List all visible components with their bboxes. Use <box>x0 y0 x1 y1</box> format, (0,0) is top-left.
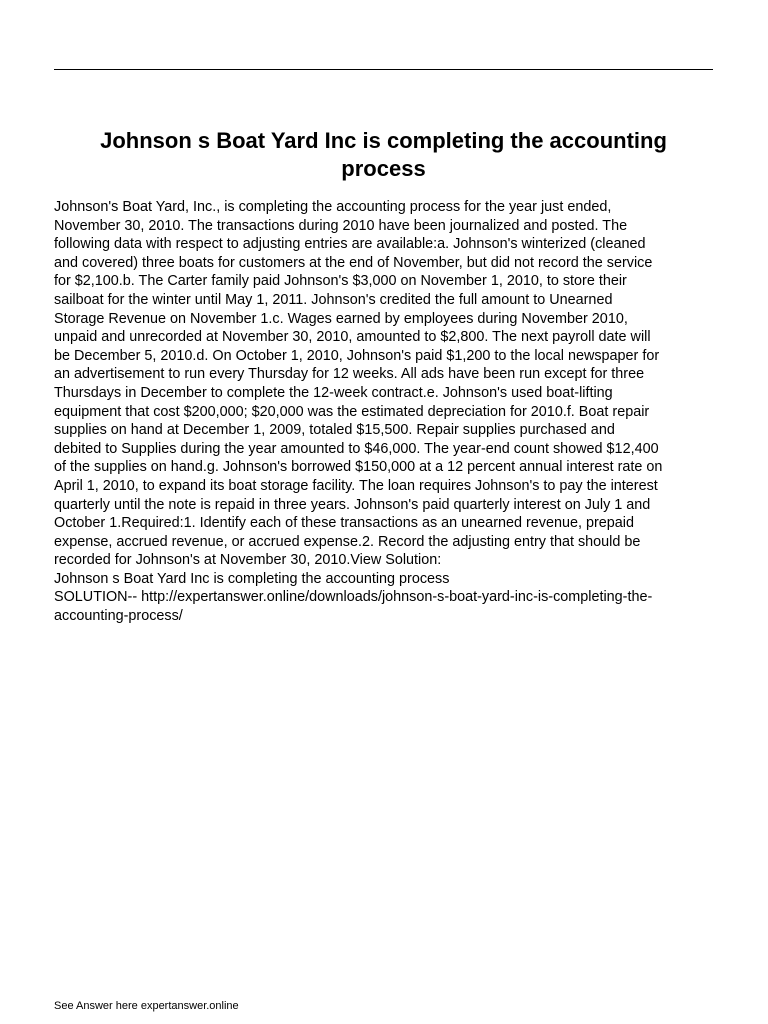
body-line: expense, accrued revenue, or accrued expense.2. Record the adjusting entry that should be <box>54 533 641 550</box>
body-line: sailboat for the winter until May 1, 2011. Johnson's credited the full amount to Unearned <box>54 291 613 308</box>
body-line: Storage Revenue on November 1.c. Wages earned by employees during November 2010, <box>54 310 628 327</box>
title-line-1: Johnson s Boat Yard Inc is completing the accounting <box>100 128 667 153</box>
body-line: quarterly until the note is repaid in three years. Johnson's paid quarterly interest on July 1 and <box>54 496 651 513</box>
document-body <box>54 198 719 626</box>
body-line: of the supplies on hand.g. Johnson's borrowed $150,000 at a 12 percent annual interest rate on <box>54 459 663 476</box>
body-line: supplies on hand at December 1, 2009, totaled $15,500. Repair supplies purchased and <box>54 422 615 439</box>
body-line: unpaid and unrecorded at November 30, 2010, amounted to $2,800. The next payroll date will <box>54 329 651 346</box>
body-line: November 30, 2010. The transactions during 2010 have been journalized and posted. The <box>54 217 628 234</box>
body-line: recorded for Johnson's at November 30, 2010.View Solution: <box>54 552 442 569</box>
body-line: April 1, 2010, to expand its boat storage facility. The loan requires Johnson's to pay the interest <box>54 477 658 494</box>
title-line-2: process <box>341 156 426 181</box>
body-line: be December 5, 2010.d. On October 1, 2010, Johnson's paid $1,200 to the local newspaper for <box>54 347 660 364</box>
body-line: October 1.Required:1. Identify each of these transactions as an unearned revenue, prepaid <box>54 515 634 532</box>
solution-link-continued[interactable]: accounting-process/ <box>54 608 183 625</box>
body-line: following data with respect to adjusting entries are available:a. Johnson's winterized (cleaned <box>54 236 646 253</box>
body-line: debited to Supplies during the year amounted to $46,000. The year-end count showed $12,400 <box>54 440 659 457</box>
body-line: an advertisement to run every Thursday for 12 weeks. All ads have been run except for three <box>54 366 645 383</box>
solution-link[interactable]: SOLUTION-- http://expertanswer.online/downloads/johnson-s-boat-yard-inc-is-completing-the- <box>54 589 653 606</box>
solution-title: Johnson s Boat Yard Inc is completing the accounting process <box>54 570 450 587</box>
body-line: Johnson's Boat Yard, Inc., is completing the accounting process for the year just ended, <box>54 199 612 215</box>
body-line: equipment that cost $200,000; $20,000 was the estimated depreciation for 2010.f. Boat repair <box>54 403 650 420</box>
body-line: Thursdays in December to complete the 12-week contract.e. Johnson's used boat-lifting <box>54 384 613 401</box>
footer-note: See Answer here expertanswer.online <box>54 1000 239 1012</box>
body-line: and covered) three boats for customers at the end of November, but did not record the service <box>54 254 653 271</box>
top-divider <box>54 69 713 70</box>
body-line: for $2,100.b. The Carter family paid Johnson's $3,000 on November 1, 2010, to store their <box>54 273 627 290</box>
document-title <box>54 127 713 183</box>
